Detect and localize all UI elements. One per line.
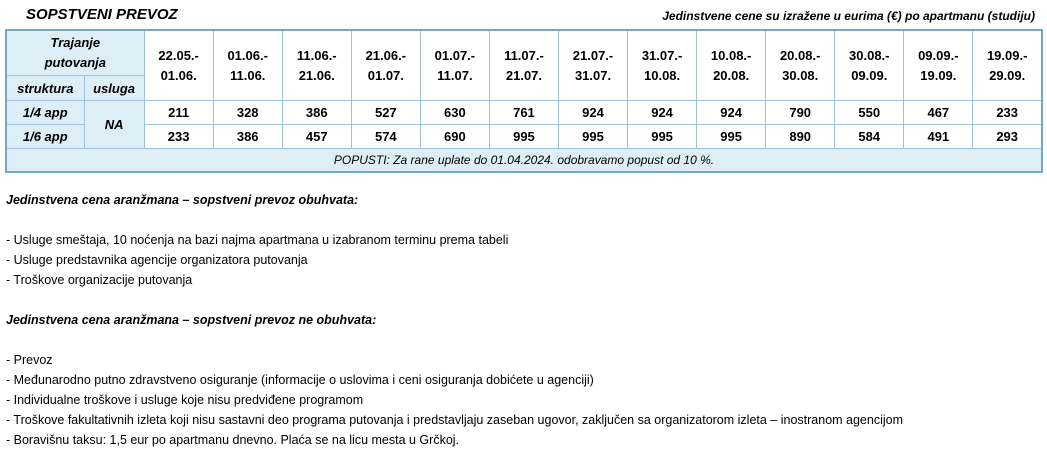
date-range-header [973, 30, 1042, 101]
structure-cell: 1/4 app [6, 101, 84, 125]
date-range-header [628, 30, 697, 101]
date-to: 01.07. [367, 67, 404, 83]
price-cell: 995 [628, 125, 697, 149]
price-cell: 550 [835, 101, 904, 125]
excludes-item: - Prevoz [6, 353, 53, 367]
price-cell: 467 [904, 101, 973, 125]
price-cell: 995 [697, 125, 766, 149]
includes-item: - Usluge predstavnika agencije organizatora putovanja [6, 253, 308, 267]
excludes-item: - Međunarodno putno zdravstveno osiguranje (informacije o uslovima i ceni osiguranja dobićete u agenciji) [6, 373, 594, 387]
date-range-header [351, 30, 420, 101]
date-range-header [420, 30, 489, 101]
date-from: 31.07.- [641, 47, 683, 63]
date-range-header [697, 30, 766, 101]
price-cell: 386 [213, 125, 282, 149]
currency-note: Jedinstvene cene su izražene u eurima (€) po apartmanu (studiju) [662, 9, 1035, 23]
date-from: 10.08.- [710, 47, 752, 63]
price-table [5, 29, 1043, 173]
price-cell: 995 [489, 125, 558, 149]
date-range-header [904, 30, 973, 101]
duration-label-line: putovanja [44, 55, 106, 70]
price-cell: 630 [420, 101, 489, 125]
date-from: 21.07.- [572, 47, 614, 63]
date-range-header [144, 30, 213, 101]
date-to: 01.06. [160, 67, 197, 83]
price-cell: 924 [697, 101, 766, 125]
date-range-header [213, 30, 282, 101]
price-cell: 233 [144, 125, 213, 149]
duration-label-cell [6, 30, 144, 76]
date-from: 11.07.- [504, 47, 544, 63]
date-to: 11.06. [229, 67, 266, 83]
date-range-header [282, 30, 351, 101]
date-from: 21.06.- [365, 47, 407, 63]
price-cell: 790 [766, 101, 835, 125]
date-to: 11.07. [437, 67, 473, 83]
price-cell: 690 [420, 125, 489, 149]
date-from: 22.05.- [158, 47, 199, 63]
date-from: 20.08.- [779, 47, 821, 63]
price-cell: 584 [835, 125, 904, 149]
price-cell: 924 [628, 101, 697, 125]
price-cell: 211 [144, 101, 213, 125]
discount-note: POPUSTI: Za rane uplate do 01.04.2024. odobravamo popust od 10 %. [6, 149, 1042, 173]
includes-item: - Troškove organizacije putovanja [6, 273, 193, 287]
price-cell: 995 [558, 125, 627, 149]
price-cell: 328 [213, 101, 282, 125]
price-cell: 924 [558, 101, 627, 125]
date-to: 21.07. [505, 67, 543, 83]
date-range-header [835, 30, 904, 101]
excludes-item: - Individualne troškove i usluge koje nisu predviđene programom [6, 393, 364, 407]
service-cell: NA [84, 101, 144, 149]
date-range-header [489, 30, 558, 101]
structure-label: struktura [6, 76, 84, 101]
date-from: 19.09.- [986, 47, 1028, 63]
date-to: 29.09. [989, 67, 1026, 83]
duration-label-line: Trajanje [50, 35, 101, 50]
price-cell: 293 [973, 125, 1042, 149]
price-cell: 574 [351, 125, 420, 149]
section-title: SOPSTVENI PREVOZ [26, 6, 178, 23]
includes-heading: Jedinstvena cena aranžmana – sopstveni prevoz obuhvata: [6, 193, 359, 207]
includes-item: - Usluge smeštaja, 10 noćenja na bazi najma apartmana u izabranom terminu prema tabeli [6, 233, 509, 247]
service-label: usluga [84, 76, 144, 101]
date-to: 09.09. [851, 67, 888, 83]
table-row [6, 101, 1042, 125]
price-cell: 491 [904, 125, 973, 149]
date-range-header [766, 30, 835, 101]
date-to: 19.09. [920, 67, 957, 83]
excludes-item: - Troškove fakultativnih izleta koji nisu sastavni deo programa putovanja i predstavljaju zaseban ugovor, zaključen sa organizatorom izleta – inostranom agencijom [6, 413, 904, 427]
price-cell: 761 [489, 101, 558, 125]
price-cell: 527 [351, 101, 420, 125]
price-cell: 890 [766, 125, 835, 149]
date-to: 30.08. [782, 67, 819, 83]
price-cell: 233 [973, 101, 1042, 125]
price-cell: 386 [282, 101, 351, 125]
structure-cell: 1/6 app [6, 125, 84, 149]
date-to: 20.08. [713, 67, 750, 83]
excludes-item: - Boravišnu taksu: 1,5 eur po apartmanu dnevno. Plaća se na licu mesta u Grčkoj. [6, 433, 460, 447]
date-to: 31.07. [574, 67, 612, 83]
date-to: 21.06. [298, 67, 335, 83]
table-header [6, 6, 1035, 28]
table-row [6, 125, 1042, 149]
date-from: 11.06.- [296, 47, 337, 63]
arrangement-description [6, 190, 1036, 450]
price-cell: 457 [282, 125, 351, 149]
date-from: 09.09.- [918, 47, 959, 63]
date-from: 01.06.- [227, 47, 268, 63]
date-from: 01.07.- [434, 47, 476, 63]
date-range-header [558, 30, 627, 101]
date-to: 10.08. [644, 67, 681, 83]
excludes-heading: Jedinstvena cena aranžmana – sopstveni prevoz ne obuhvata: [6, 313, 377, 327]
date-from: 30.08.- [849, 47, 890, 63]
